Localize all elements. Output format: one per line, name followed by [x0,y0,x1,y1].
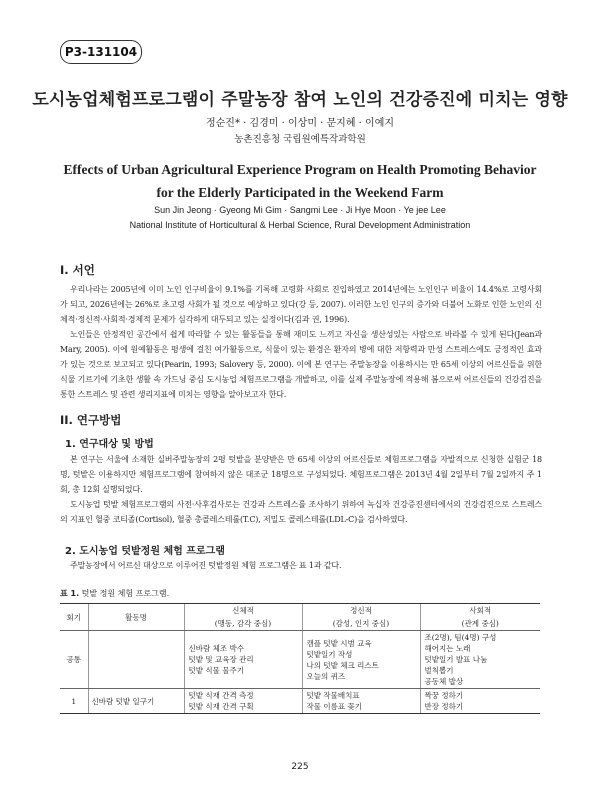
table-caption-label: 표 1. [60,589,80,598]
table-subheader-mental: (감성, 인지 중심) [302,617,420,631]
page-number: 225 [291,762,309,772]
list-item: 오늘의 퀴즈 [306,671,346,681]
intro-paragraph-2: 노인들은 안정적인 공간에서 쉽게 따라할 수 있는 활동들을 통해 재미도 느끼고 자신을 생산성있는 사람으로 바라볼 수 있게 된다(Jean과 Mary, 2005). 이에 원예활동은 평생에 걸친 여가활동으로, 식물이 있는 환경은 환자의 병에 대한 저항력과 만성 스트레스에도 긍정적인 효과가 있는 것으로 보고되고 있다(Pearin, 1993; Salovery 등, 2000). 이에 본 연구는 주말농장을 이용하시는 만 65세 이상의 어르신들을 위한 식물 기르기에 기초한 생활 속 가드닝 중심 도시농업 체험프로그램을 개발하고, 이를 실제 주말농장에 적용해 봄으로써 어르신들의 건강검진을 통한 스트레스 및 관련 생리지표에 미치는 영향을 알아보고자 한다. [60,330,542,399]
subsection-heading-program: 2. 도시농업 텃밭정원 체험 프로그램 [65,546,225,557]
subsection-heading-subjects: 1. 연구대상 및 방법 [65,439,154,450]
list-item: 텃밭 및 교육장 관리 [188,655,254,664]
list-item: 텃밭 식재 간격 구획 [188,702,254,711]
table-subheader-social: (관계 중심) [420,617,540,631]
authors-english: Sun Jin Jeong · Gyeong Mi Gim · Sangmi Lee · Ji Hye Moon · Ye jee Lee [154,205,446,215]
table-header-physical: 신체적 [184,604,302,618]
list-item: 벌칙뽑기 [424,666,454,675]
list-item: 공동체 밥상 [424,677,464,686]
title-en-line-2: for the Elderly Participated in the Weekend Farm [156,185,444,200]
paper-title-english [60,158,540,204]
list-item: 텃밭 작물배치표 [306,691,360,700]
table-cell-mental [302,631,420,689]
list-item: 짝꿍 정하기 [424,691,464,700]
institution-english: National Institute of Horticultural & Herbal Science, Rural Development Administration [129,220,471,230]
table-cell-physical [184,689,302,714]
list-item: 텃밭 식재 간격 측정 [188,691,254,700]
list-item: 나의 텃밭 체크 리스트 [306,660,379,670]
table-cell-social [420,631,540,689]
section-heading-introduction: I. 서언 [60,263,95,277]
table-row [60,689,540,714]
list-item: 작물 이름표 꽂기 [306,702,362,711]
list-item: 신바람 체조 박수 [188,644,244,653]
table-cell-social [420,689,540,714]
methods-paragraph-2: 도시농업 텃밭 체험프로그램의 사전·사후검사로는 건강과 스트레스를 조사하기 위하여 녹십자 건강증진센터에서의 건강검진으로 스트레스의 지표인 혈중 코티졸(Cortisol), 혈중 총콜레스테롤(T.C), 저밀도 콜레스테롤(LDL-C)을 검사하였다. [60,500,542,524]
title-en-line-1: Effects of Urban Agricultural Experience Program on Health Promoting Behavior [63,162,537,177]
table-cell-physical [184,631,302,689]
table-cell-mental [302,689,420,714]
table-caption [60,588,169,599]
table-header-mental: 정신적 [302,604,420,618]
list-item: 조(2명), 팀(4명) 구성 [424,633,497,642]
institution-korean: 농촌진흥청 국립원예특작과학원 [234,134,366,145]
table-cell-session: 공통 [60,631,88,689]
intro-paragraph-1: 우리나라는 2005년에 이미 노인 인구비율이 9.1%를 기록해 고령화 사회로 진입하였고 2014년에는 노인인구 비율이 14.4%로 고령사회가 되고, 2026년에는 26%로 초고령 사회가 될 것으로 예상하고 있다(강 등, 2007). 이러한 노인 인구의 증가와 더불어 노화로 인한 노인의 신체적·정신적·사회적·경제적 문제가 심각하게 대두되고 있는 실정이다(김과 권, 1996). [60,285,542,324]
methods-paragraph-1: 본 연구는 서울에 소재한 실버주말농장의 2평 텃밭을 분양받은 만 65세 이상의 어르신들로 체험프로그램을 자발적으로 신청한 실험군 18명, 텃밭은 이용하지만 체험프로그램에 참여하지 않은 대조군 18명으로 구성되었다. 체험프로그램은 2013년 4월 2일부터 7월 2일까지 주 1회, 총 12회 실행되었다. [60,455,542,494]
table-row [60,631,540,689]
table-subheader-physical: (맹동, 감각 중심) [184,617,302,631]
list-item: 캠플 텃밭 시범 교육 [306,638,372,648]
list-item: 텃밭일기 작성 [306,649,353,659]
table-header-activity: 활동명 [88,604,184,631]
program-table [60,603,540,714]
list-item: 해어지는 노래 [424,644,471,653]
list-item: 반장 정하기 [424,702,464,711]
paper-title-korean: 도시농업체험프로그램이 주말농장 참여 노인의 건강증진에 미치는 영향 [32,90,568,110]
table-header-session: 회기 [60,604,88,631]
table-cell-session: 1 [60,689,88,714]
section-heading-methods: II. 연구방법 [60,413,122,427]
table-cell-activity: 신바람 텃밭 일구기 [88,689,184,714]
authors-korean: 정순진* · 김경미 · 이상미 · 문지혜 · 이예지 [205,118,395,129]
table-cell-activity [88,631,184,689]
table-header-social: 사회적 [420,604,540,618]
list-item: 텃밭일기 발표 나눔 [424,655,488,664]
program-paragraph-1: 주말농장에서 어르신 대상으로 이루어진 텃밭정원 체험 프로그램은 표 1과 같다. [70,561,342,570]
list-item: 텃밭 식물 물주기 [188,666,244,675]
paper-id-badge: P3-131104 [60,40,142,64]
table-caption-text: 텃밭 정원 체험 프로그램. [81,589,170,598]
